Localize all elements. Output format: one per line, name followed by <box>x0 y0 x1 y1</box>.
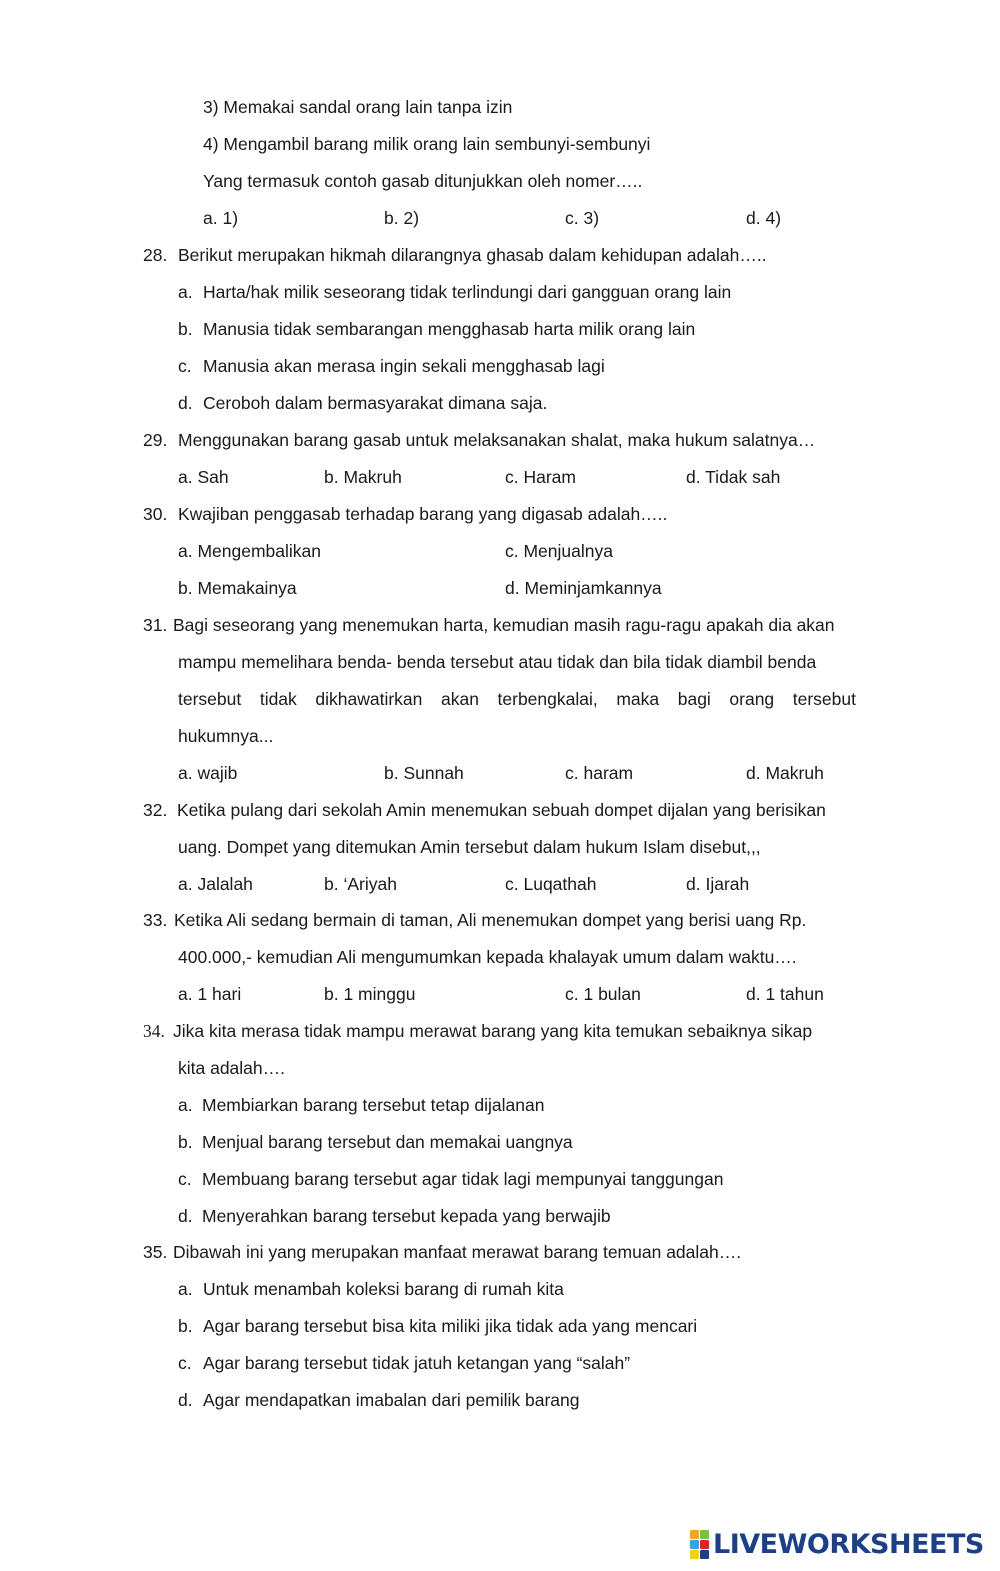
q33-option-a[interactable]: a. 1 hari <box>178 984 242 1004</box>
q33-text-line-1: Ketika Ali sedang bermain di taman, Ali menemukan dompet yang berisi uang Rp. <box>174 910 807 930</box>
q35-option-a-letter: a. <box>178 1279 193 1299</box>
q32-option-d[interactable]: d. Ijarah <box>686 874 750 894</box>
q27-option-c[interactable]: c. 3) <box>565 208 600 228</box>
q35-option-c[interactable]: Agar barang tersebut tidak jatuh ketangan yang “salah” <box>203 1353 631 1373</box>
q27-option-b[interactable]: b. 2) <box>384 208 420 228</box>
q32-number: 32. <box>143 800 168 820</box>
q30-option-d[interactable]: d. Meminjamkannya <box>505 578 662 598</box>
q28-option-a[interactable]: Harta/hak milik seseorang tidak terlindungi dari gangguan orang lain <box>203 282 732 302</box>
q31-text-line-2: mampu memelihara benda- benda tersebut atau tidak dan bila tidak diambil benda <box>178 652 817 672</box>
q32-option-b[interactable]: b. ‘Ariyah <box>324 874 397 894</box>
q33-text-line-2: 400.000,- kemudian Ali mengumumkan kepada khalayak umum dalam waktu…. <box>178 947 797 967</box>
q28-option-b-letter: b. <box>178 319 193 339</box>
q34-text-line-2: kita adalah…. <box>178 1058 286 1078</box>
q34-option-b[interactable]: Menjual barang tersebut dan memakai uangnya <box>202 1132 573 1152</box>
q34-option-a[interactable]: Membiarkan barang tersebut tetap dijalanan <box>202 1095 545 1115</box>
q34-option-c-letter: c. <box>178 1169 192 1189</box>
q35-option-d-letter: d. <box>178 1390 193 1410</box>
logo-square-3 <box>690 1540 699 1549</box>
liveworksheets-logo-icon <box>690 1530 709 1559</box>
logo-square-6 <box>700 1550 709 1559</box>
q31-option-d[interactable]: d. Makruh <box>746 763 824 783</box>
q31-text-line-3: tersebut tidak dikhawatirkan akan terbengkalai, maka bagi orang tersebut <box>178 689 856 709</box>
q34-option-d[interactable]: Menyerahkan barang tersebut kepada yang berwajib <box>202 1206 611 1226</box>
q35-option-d[interactable]: Agar mendapatkan imabalan dari pemilik barang <box>203 1390 580 1410</box>
q29-option-b[interactable]: b. Makruh <box>324 467 402 487</box>
q29-text: Menggunakan barang gasab untuk melaksanakan shalat, maka hukum salatnya… <box>178 430 816 450</box>
q28-option-c-letter: c. <box>178 356 192 376</box>
q31-option-a[interactable]: a. wajib <box>178 763 238 783</box>
liveworksheets-wordmark: LIVEWORKSHEETS <box>713 1528 984 1560</box>
q35-option-a[interactable]: Untuk menambah koleksi barang di rumah kita <box>203 1279 564 1299</box>
q31-number: 31. <box>143 615 168 635</box>
q28-text: Berikut merupakan hikmah dilarangnya ghasab dalam kehidupan adalah….. <box>178 245 767 265</box>
q35-text: Dibawah ini yang merupakan manfaat merawat barang temuan adalah…. <box>173 1242 742 1262</box>
q32-option-a[interactable]: a. Jalalah <box>178 874 253 894</box>
q32-option-c[interactable]: c. Luqathah <box>505 874 597 894</box>
q28-option-d-letter: d. <box>178 393 193 413</box>
q30-option-b[interactable]: b. Memakainya <box>178 578 297 598</box>
q34-number: 34. <box>143 1021 165 1041</box>
logo-square-4 <box>700 1540 709 1549</box>
logo-square-5 <box>690 1550 699 1559</box>
q35-number: 35. <box>143 1242 168 1262</box>
q35-option-c-letter: c. <box>178 1353 192 1373</box>
q27-option-d[interactable]: d. 4) <box>746 208 782 228</box>
q28-option-c[interactable]: Manusia akan merasa ingin sekali mengghasab lagi <box>203 356 605 376</box>
q31-text-line-4: hukumnya... <box>178 726 274 746</box>
q28-option-d[interactable]: Ceroboh dalam bermasyarakat dimana saja. <box>203 393 548 413</box>
q30-option-a[interactable]: a. Mengembalikan <box>178 541 321 561</box>
q35-option-b[interactable]: Agar barang tersebut bisa kita miliki jika tidak ada yang mencari <box>203 1316 698 1336</box>
q30-number: 30. <box>143 504 168 524</box>
q35-option-b-letter: b. <box>178 1316 193 1336</box>
q29-number: 29. <box>143 430 168 450</box>
q34-option-a-letter: a. <box>178 1095 193 1115</box>
q32-text-line-1: Ketika pulang dari sekolah Amin menemukan sebuah dompet dijalan yang berisikan <box>177 800 826 820</box>
q31-option-c[interactable]: c. haram <box>565 763 634 783</box>
q27-option-a[interactable]: a. 1) <box>203 208 239 228</box>
q27-item-3: 3) Memakai sandal orang lain tanpa izin <box>203 97 513 117</box>
q34-option-b-letter: b. <box>178 1132 193 1152</box>
q27-item-4: 4) Mengambil barang milik orang lain sembunyi-sembunyi <box>203 134 651 154</box>
q28-option-b[interactable]: Manusia tidak sembarangan mengghasab harta milik orang lain <box>203 319 696 339</box>
q30-option-c[interactable]: c. Menjualnya <box>505 541 613 561</box>
logo-square-1 <box>690 1530 699 1539</box>
q29-option-a[interactable]: a. Sah <box>178 467 229 487</box>
q31-option-b[interactable]: b. Sunnah <box>384 763 464 783</box>
q31-text-line-1: Bagi seseorang yang menemukan harta, kemudian masih ragu-ragu apakah dia akan <box>173 615 835 635</box>
q33-option-b[interactable]: b. 1 minggu <box>324 984 416 1004</box>
q33-number: 33. <box>143 910 168 930</box>
q34-option-d-letter: d. <box>178 1206 193 1226</box>
q34-text-line-1: Jika kita merasa tidak mampu merawat barang yang kita temukan sebaiknya sikap <box>173 1021 813 1041</box>
q29-option-c[interactable]: c. Haram <box>505 467 576 487</box>
q29-option-d[interactable]: d. Tidak sah <box>686 467 781 487</box>
q34-option-c[interactable]: Membuang barang tersebut agar tidak lagi mempunyai tanggungan <box>202 1169 724 1189</box>
q28-option-a-letter: a. <box>178 282 193 302</box>
logo-square-2 <box>700 1530 709 1539</box>
q33-option-d[interactable]: d. 1 tahun <box>746 984 824 1004</box>
q30-text: Kwajiban penggasab terhadap barang yang digasab adalah….. <box>178 504 668 524</box>
q27-stem: Yang termasuk contoh gasab ditunjukkan oleh nomer….. <box>203 171 643 191</box>
q28-number: 28. <box>143 245 168 265</box>
q33-option-c[interactable]: c. 1 bulan <box>565 984 641 1004</box>
liveworksheets-logo <box>690 1528 984 1560</box>
q32-text-line-2: uang. Dompet yang ditemukan Amin tersebut dalam hukum Islam disebut,,, <box>178 837 761 857</box>
